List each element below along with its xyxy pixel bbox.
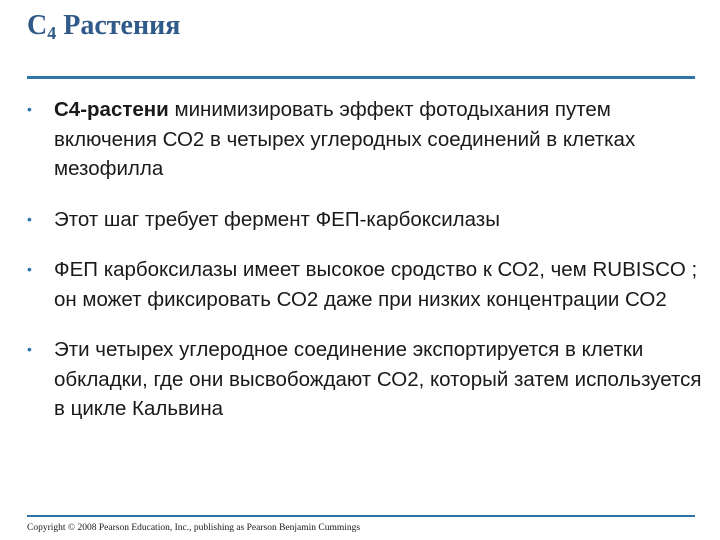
title-main: C xyxy=(27,10,48,41)
title-divider xyxy=(27,76,695,79)
footer-divider xyxy=(27,515,695,517)
bullet-text: Эти четырех углеродное соединение экспортируется в клетки обкладки, где они высвобождают СО2, который затем используется в цикле Кальвина xyxy=(54,338,702,420)
bullet-marker: • xyxy=(27,341,32,357)
bullet-item xyxy=(27,95,707,184)
bullet-lead: С4-растени xyxy=(54,98,169,121)
bullet-marker: • xyxy=(27,101,32,117)
title-rest: Растения xyxy=(56,10,181,41)
bullet-text: ФЕП карбоксилазы имеет высокое сродство к СО2, чем RUBISCO ; он может фиксировать СО2 даже при низких концентрации СО2 xyxy=(54,258,698,311)
bullet-item xyxy=(27,335,707,424)
copyright-footer: Copyright © 2008 Pearson Education, Inc., publishing as Pearson Benjamin Cummings xyxy=(27,523,361,533)
bullet-item xyxy=(27,205,707,235)
bullet-text: минимизировать эффект фотодыхания путем включения СО2 в четырех углеродных соединений в клетках мезофилла xyxy=(54,98,636,180)
bullet-marker: • xyxy=(27,210,32,227)
bullet-text: Этот шаг требует фермент ФЕП-карбоксилазы xyxy=(54,207,500,231)
bullet-item xyxy=(27,255,707,314)
bullet-list xyxy=(27,95,707,424)
bullet-marker: • xyxy=(27,261,32,277)
slide-title xyxy=(27,6,180,46)
title-subscript: 4 xyxy=(47,23,57,43)
